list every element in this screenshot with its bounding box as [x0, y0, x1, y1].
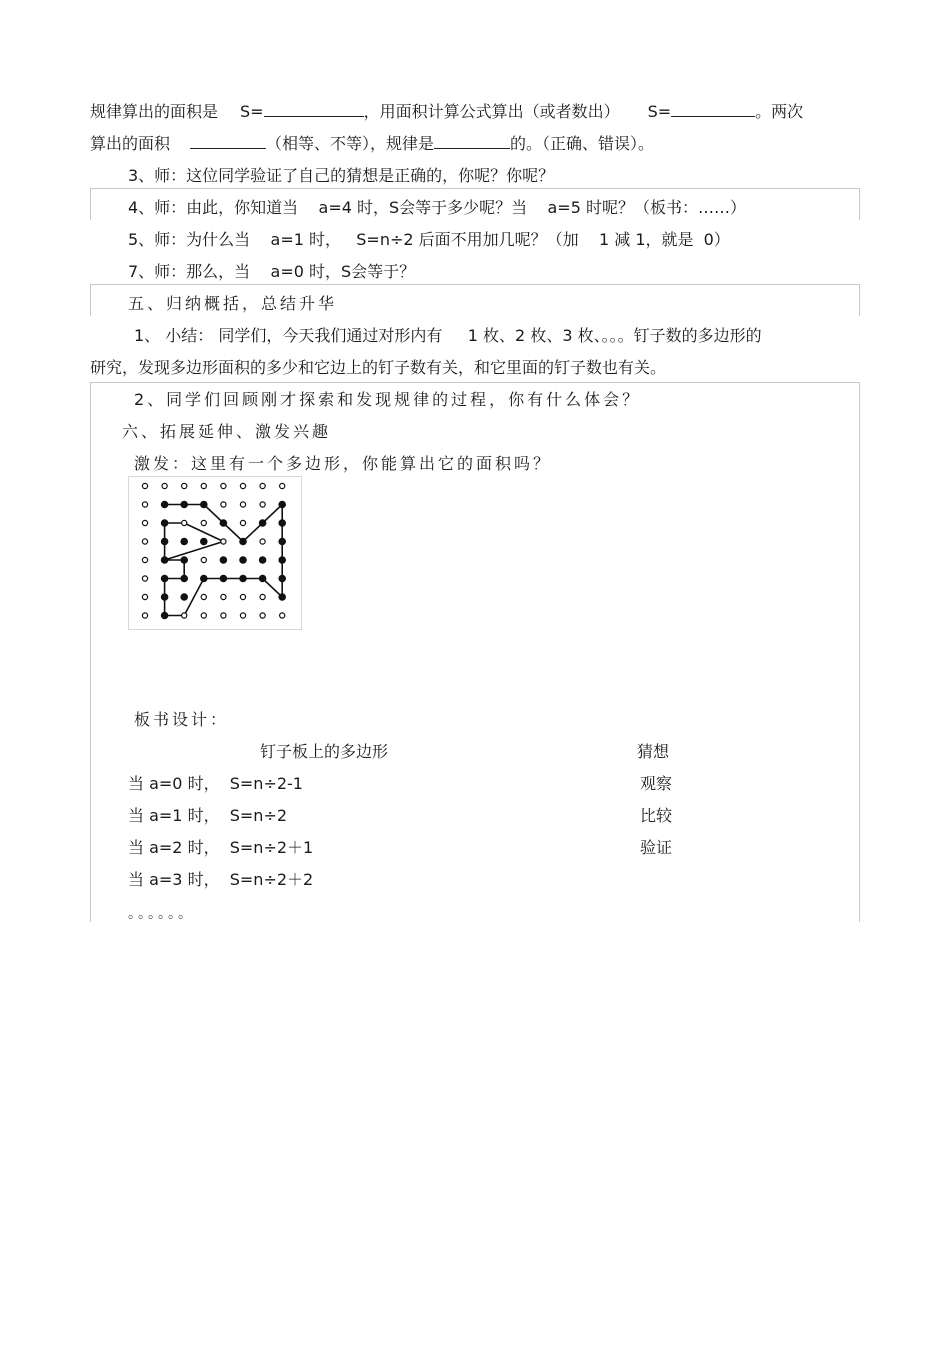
- pin-filled: [181, 501, 187, 507]
- pin-filled: [181, 594, 187, 600]
- board-row-right: 验证: [640, 838, 673, 857]
- table-border-top: [90, 188, 860, 189]
- pin-filled: [240, 538, 246, 544]
- pin-filled: [220, 575, 226, 581]
- pin-empty: [142, 502, 147, 507]
- pin-empty: [221, 539, 226, 544]
- pin-empty: [182, 613, 187, 618]
- fill-blank: [671, 100, 755, 117]
- table-border-right: [859, 188, 860, 220]
- pin-filled: [279, 575, 285, 581]
- pin-filled: [220, 557, 226, 563]
- pin-filled: [201, 575, 207, 581]
- teacher-line-7: 7、师：那么，当 a=0 时，S会等于？: [128, 262, 416, 281]
- pin-empty: [142, 483, 147, 488]
- table-border-left: [90, 284, 91, 316]
- pin-empty: [260, 613, 265, 618]
- pin-filled: [181, 575, 187, 581]
- table-border-right: [859, 382, 860, 922]
- board-row-left: 当 a=1 时， S=n÷2: [128, 806, 288, 825]
- inspire-line: 激发：这里有一个多边形，你能算出它的面积吗？: [134, 454, 553, 473]
- question-2: 2、同学们回顾刚才探索和发现规律的过程，你有什么体会？: [134, 390, 642, 409]
- table-border-top: [90, 284, 860, 285]
- pin-empty: [240, 613, 245, 618]
- pin-filled: [279, 557, 285, 563]
- pin-empty: [182, 520, 187, 525]
- table-border-right: [859, 284, 860, 316]
- pin-filled: [201, 501, 207, 507]
- board-title: 钉子板上的多边形: [260, 742, 389, 761]
- pin-filled: [220, 520, 226, 526]
- teacher-line-3: 3、师：这位同学验证了自己的猜想是正确的，你呢？你呢？: [128, 166, 555, 185]
- pin-empty: [162, 483, 167, 488]
- pin-filled: [201, 538, 207, 544]
- board-row-left: 当 a=3 时， S=n÷2＋2: [128, 870, 314, 889]
- teacher-line-4: 4、师：由此，你知道当 a=4 时，S会等于多少呢？当 a=5 时呢？（板书：……）: [128, 198, 746, 217]
- pin-empty: [221, 594, 226, 599]
- fill-blank: [190, 132, 266, 149]
- pin-empty: [240, 502, 245, 507]
- text: （相等、不等），规律是: [266, 134, 435, 153]
- pin-filled: [161, 594, 167, 600]
- text: S=: [240, 102, 264, 121]
- summary-line: 研究，发现多边形面积的多少和它边上的钉子数有关，和它里面的钉子数也有关。: [90, 358, 667, 377]
- pin-empty: [280, 613, 285, 618]
- pin-empty: [142, 576, 147, 581]
- text: 的。（正确、错误）。: [510, 134, 655, 153]
- pin-empty: [221, 502, 226, 507]
- pin-empty: [142, 520, 147, 525]
- pin-empty: [201, 594, 206, 599]
- pin-filled: [161, 538, 167, 544]
- pin-filled: [279, 594, 285, 600]
- text: 。两次: [755, 102, 804, 121]
- pin-filled: [161, 501, 167, 507]
- pin-filled: [279, 501, 285, 507]
- board-row-right: 比较: [640, 806, 673, 825]
- fill-blank: [264, 100, 364, 117]
- section-heading-6: 六、拓展延伸、激发兴趣: [122, 422, 332, 441]
- pin-empty: [201, 483, 206, 488]
- pin-empty: [221, 483, 226, 488]
- pin-filled: [279, 538, 285, 544]
- paragraph-line: [90, 132, 654, 154]
- board-ellipsis: 。。。。。。: [128, 906, 195, 922]
- section-heading-5: 五、归纳概括，总结升华: [128, 294, 338, 313]
- table-border-top: [90, 382, 860, 383]
- pin-filled: [161, 557, 167, 563]
- board-design-label: 板书设计：: [134, 710, 230, 729]
- pin-filled: [240, 575, 246, 581]
- table-border-left: [90, 382, 91, 922]
- pin-empty: [142, 613, 147, 618]
- pin-empty: [142, 594, 147, 599]
- pin-empty: [260, 502, 265, 507]
- pin-filled: [240, 557, 246, 563]
- pin-empty: [240, 520, 245, 525]
- text: ，用面积计算公式算出（或者数出）: [363, 102, 620, 121]
- figure-frame: [129, 477, 302, 630]
- board-right-title: 猜想: [637, 742, 670, 761]
- text: 算出的面积: [90, 134, 171, 153]
- pin-empty: [142, 539, 147, 544]
- pin-filled: [161, 575, 167, 581]
- board-row-left: 当 a=0 时， S=n÷2-1: [128, 774, 303, 793]
- text: 规律算出的面积是: [90, 102, 219, 121]
- pin-filled: [259, 575, 265, 581]
- pin-empty: [142, 557, 147, 562]
- board-row-right: 观察: [640, 774, 673, 793]
- pin-filled: [161, 520, 167, 526]
- teacher-line-5: 5、师：为什么当 a=1 时， S=n÷2 后面不用加几呢？（加 1 减 1，就是 0）: [128, 230, 730, 249]
- pin-filled: [181, 557, 187, 563]
- summary-line: 1、 小结： 同学们，今天我们通过对形内有 1 枚、2 枚、3 枚、。。。钉子数的多边形的: [134, 326, 762, 345]
- pin-filled: [181, 538, 187, 544]
- pin-filled: [161, 612, 167, 618]
- pin-empty: [260, 483, 265, 488]
- pin-empty: [201, 557, 206, 562]
- pin-empty: [260, 594, 265, 599]
- pin-filled: [259, 520, 265, 526]
- pin-empty: [201, 520, 206, 525]
- text: S=: [647, 102, 672, 121]
- pin-filled: [279, 520, 285, 526]
- board-row-left: 当 a=2 时， S=n÷2＋1: [128, 838, 314, 857]
- pin-empty: [221, 613, 226, 618]
- pin-empty: [260, 539, 265, 544]
- pin-empty: [280, 483, 285, 488]
- pin-filled: [259, 557, 265, 563]
- fill-blank: [434, 132, 510, 149]
- paragraph-line: [90, 100, 803, 122]
- table-border-left: [90, 188, 91, 220]
- pin-empty: [240, 594, 245, 599]
- pin-empty: [240, 483, 245, 488]
- pin-empty: [182, 483, 187, 488]
- pin-empty: [201, 613, 206, 618]
- geoboard-figure: [128, 476, 302, 630]
